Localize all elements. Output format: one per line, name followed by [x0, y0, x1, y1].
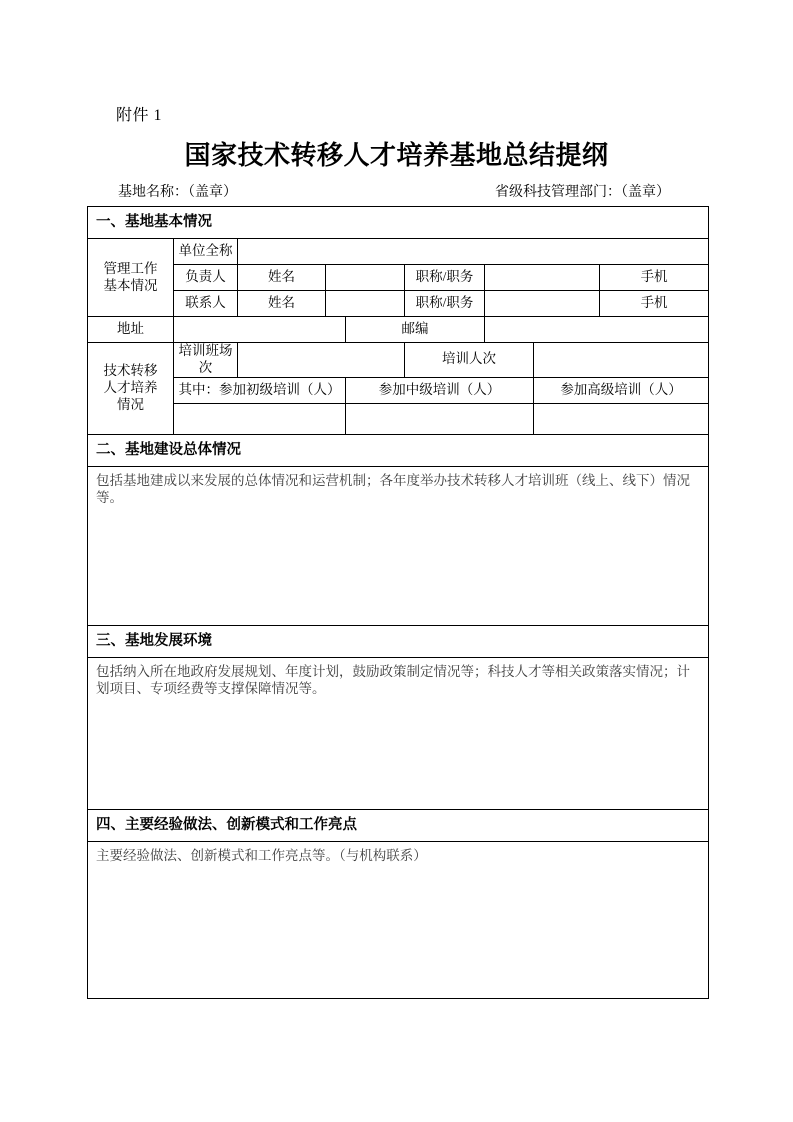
input-intermediate-training[interactable] — [346, 403, 534, 434]
label-advanced-training: 参加高级培训（人） — [534, 377, 709, 403]
section-two-body-row — [88, 466, 709, 625]
label-contact-name: 姓名 — [238, 291, 326, 317]
transfer-group-label — [88, 343, 174, 435]
input-contact-name[interactable] — [326, 291, 405, 317]
unit-full-name-row — [88, 239, 709, 265]
section-four-prompt[interactable]: 主要经验做法、创新模式和工作亮点等。（与机构联系） — [88, 841, 709, 998]
label-primary-training: 其中：参加初级培训（人） — [174, 377, 346, 403]
transfer-group-label-line3: 情况 — [117, 396, 144, 412]
section-four-body-row — [88, 841, 709, 998]
section-one-heading-row — [88, 207, 709, 239]
input-responsible-name[interactable] — [326, 265, 405, 291]
input-training-sessions[interactable] — [238, 343, 405, 378]
section-three-prompt[interactable]: 包括纳入所在地政府发展规划、年度计划，鼓励政策制定情况等；科技人才等相关政策落实情况；计划项目、专项经费等支撑保障情况等。 — [88, 657, 709, 809]
input-advanced-training[interactable] — [534, 403, 709, 434]
seal-line — [118, 181, 678, 201]
attachment-label: 附件 1 — [116, 107, 163, 124]
label-training-sessions: 培训班场次 — [174, 343, 238, 378]
contact-person-row — [88, 291, 709, 317]
label-contact-title: 职称/职务 — [405, 291, 485, 317]
address-row — [88, 317, 709, 343]
input-training-person-times[interactable] — [534, 343, 709, 378]
section-four-heading: 四、主要经验做法、创新模式和工作亮点 — [88, 809, 709, 841]
page-title: 国家技术转移人才培养基地总结提纲 — [184, 140, 609, 170]
label-contact-mobile: 手机 — [600, 291, 709, 317]
input-responsible-title[interactable] — [485, 265, 600, 291]
management-group-label — [88, 239, 174, 317]
base-name-seal-label: 基地名称：（盖章） — [118, 185, 237, 200]
label-unit-full-name: 单位全称 — [174, 239, 238, 265]
training-levels-value-row — [88, 403, 709, 434]
label-responsible-name: 姓名 — [238, 265, 326, 291]
input-address[interactable] — [174, 317, 346, 343]
section-three-body-row — [88, 657, 709, 809]
input-postcode[interactable] — [485, 317, 709, 343]
training-sessions-row — [88, 343, 709, 378]
transfer-group-label-line2: 人才培养 — [103, 379, 158, 395]
section-four-heading-row — [88, 809, 709, 841]
label-intermediate-training: 参加中级培训（人） — [346, 377, 534, 403]
management-group-label-line1: 管理工作 — [103, 260, 158, 276]
transfer-group-label-line1: 技术转移 — [103, 363, 158, 379]
label-responsible-person: 负责人 — [174, 265, 238, 291]
section-one-heading: 一、基地基本情况 — [88, 207, 709, 239]
label-address: 地址 — [88, 317, 174, 343]
section-two-prompt[interactable]: 包括基地建成以来发展的总体情况和运营机制；各年度举办技术转移人才培训班（线上、线下）情况等。 — [88, 466, 709, 625]
input-unit-full-name[interactable] — [238, 239, 709, 265]
summary-outline-table — [87, 206, 709, 999]
section-two-heading-row — [88, 434, 709, 466]
provincial-dept-seal-label: 省级科技管理部门：（盖章） — [495, 185, 670, 200]
label-responsible-mobile: 手机 — [600, 265, 709, 291]
training-levels-label-row — [88, 377, 709, 403]
section-two-heading: 二、基地建设总体情况 — [88, 434, 709, 466]
label-postcode: 邮编 — [346, 317, 485, 343]
label-training-person-times: 培训人次 — [405, 343, 534, 378]
label-responsible-title: 职称/职务 — [405, 265, 485, 291]
management-group-label-line2: 基本情况 — [103, 277, 158, 293]
section-three-heading: 三、基地发展环境 — [88, 625, 709, 657]
label-contact-person: 联系人 — [174, 291, 238, 317]
responsible-person-row — [88, 265, 709, 291]
input-contact-title[interactable] — [485, 291, 600, 317]
input-primary-training[interactable] — [174, 403, 346, 434]
section-three-heading-row — [88, 625, 709, 657]
